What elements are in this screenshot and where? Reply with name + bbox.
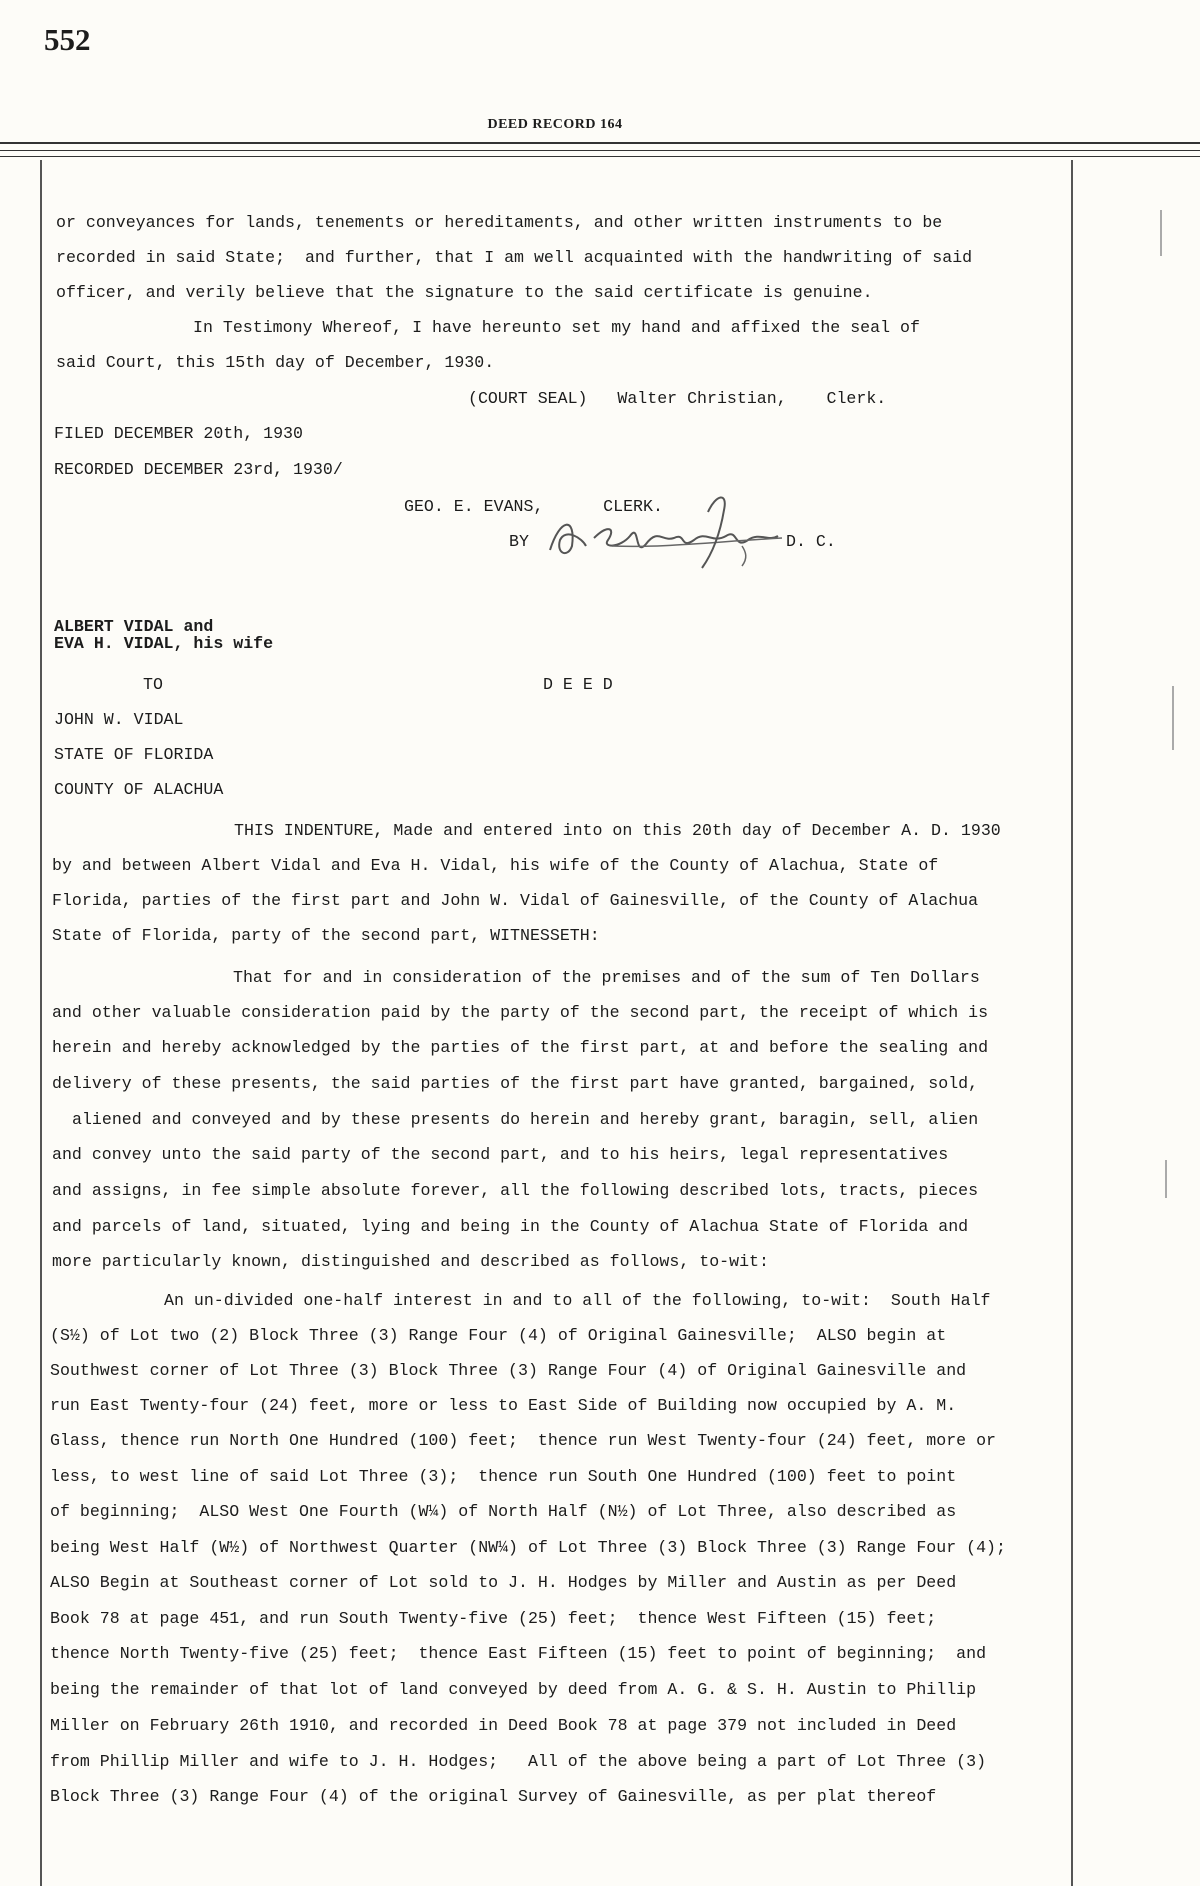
prior-record-line: recorded in said State; and further, that I am well acquainted with the handwriting of said [56, 248, 973, 267]
deed-body-line: That for and in consideration of the premises and of the sum of Ten Dollars [233, 968, 980, 987]
recorded-date: RECORDED DECEMBER 23rd, 1930/ [54, 460, 343, 479]
deed-body-line: aliened and conveyed and by these presents do herein and hereby grant, baragin, sell, alien [72, 1110, 979, 1129]
grantee-name: JOHN W. VIDAL [54, 710, 184, 729]
deed-body-line: herein and hereby acknowledged by the parties of the first part, at and before the sealing and [52, 1038, 989, 1057]
deed-body-line: Book 78 at page 451, and run South Twenty-five (25) feet; thence West Fifteen (15) feet; [50, 1609, 937, 1628]
deed-body-line: delivery of these presents, the said parties of the first part have granted, bargained, sold, [52, 1074, 979, 1093]
venue-county: COUNTY OF ALACHUA [54, 780, 224, 799]
deed-body-line: and convey unto the said party of the second part, and to his heirs, legal representatives [52, 1145, 949, 1164]
header-rule-middle [0, 150, 1200, 151]
deed-body-line: less, to west line of said Lot Three (3); thence run South One Hundred (100) feet to point [50, 1467, 957, 1486]
deed-body-line: Southwest corner of Lot Three (3) Block Three (3) Range Four (4) of Original Gainesville and [50, 1361, 967, 1380]
deed-body-line: being the remainder of that lot of land conveyed by deed from A. G. & S. H. Austin to Phillip [50, 1680, 977, 1699]
deed-body-line: ALSO Begin at Southeast corner of Lot sold to J. H. Hodges by Miller and Austin as per Deed [50, 1573, 957, 1592]
running-head: DEED RECORD 164 [487, 117, 623, 132]
deed-body-line: being West Half (W½) of Northwest Quarter (NW¼) of Lot Three (3) Block Three (3) Range Four (4); [50, 1538, 1006, 1557]
prior-record-line: In Testimony Whereof, I have hereunto set my hand and affixed the seal of [193, 318, 920, 337]
clerk-signature [542, 488, 800, 570]
header-rule-top [0, 142, 1200, 144]
by-label: BY [509, 532, 529, 551]
deed-body-line: more particularly known, distinguished and described as follows, to-wit: [52, 1252, 769, 1271]
filed-date: FILED DECEMBER 20th, 1930 [54, 424, 303, 443]
deed-body-line: Block Three (3) Range Four (4) of the original Survey of Gainesville, as per plat thereof [50, 1787, 937, 1806]
deed-body-line: from Phillip Miller and wife to J. H. Hodges; All of the above being a part of Lot Three (3) [50, 1752, 987, 1771]
to-label: TO [143, 675, 163, 694]
prior-record-line: said Court, this 15th day of December, 1930. [56, 353, 495, 372]
dc-label: D. C. [786, 532, 836, 551]
deed-body-line: THIS INDENTURE, Made and entered into on this 20th day of December A. D. 1930 [234, 821, 1001, 840]
margin-tick [1172, 686, 1174, 750]
deed-body-line: run East Twenty-four (24) feet, more or less to East Side of Building now occupied by A. M. [50, 1396, 957, 1415]
deed-body-line: of beginning; ALSO West One Fourth (W¼) of North Half (N½) of Lot Three, also described as [50, 1502, 957, 1521]
deed-title: D E E D [543, 675, 613, 694]
grantor-line: ALBERT VIDAL and [54, 617, 214, 636]
clerk-line: GEO. E. EVANS, CLERK. [404, 497, 663, 516]
deed-body-line: thence North Twenty-five (25) feet; thence East Fifteen (15) feet to point of beginning; and [50, 1644, 987, 1663]
deed-body-line: and assigns, in fee simple absolute forever, all the following described lots, tracts, pieces [52, 1181, 979, 1200]
deed-body-line: by and between Albert Vidal and Eva H. Vidal, his wife of the County of Alachua, State of [52, 856, 939, 875]
deed-body-line: and other valuable consideration paid by the party of the second part, the receipt of which is [52, 1003, 989, 1022]
deed-body-line: Miller on February 26th 1910, and recorded in Deed Book 78 at page 379 not included in Deed [50, 1716, 957, 1735]
deed-body-line: (S½) of Lot two (2) Block Three (3) Range Four (4) of Original Gainesville; ALSO begin at [50, 1326, 947, 1345]
deed-body-line: Glass, thence run North One Hundred (100) feet; thence run West Twenty-four (24) feet, more or [50, 1431, 996, 1450]
margin-tick [1160, 210, 1162, 256]
margin-tick [1165, 1160, 1167, 1198]
venue-state: STATE OF FLORIDA [54, 745, 214, 764]
prior-record-line: or conveyances for lands, tenements or hereditaments, and other written instruments to be [56, 213, 943, 232]
deed-body-line: An un-divided one-half interest in and to all of the following, to-wit: South Half [164, 1291, 991, 1310]
header-rule-bottom [0, 156, 1200, 157]
grantor-line: EVA H. VIDAL, his wife [54, 634, 274, 653]
left-margin-rule [40, 160, 42, 1886]
court-seal-line: (COURT SEAL) Walter Christian, Clerk. [468, 389, 887, 408]
deed-body-line: Florida, parties of the first part and John W. Vidal of Gainesville, of the County of Alachua [52, 891, 979, 910]
prior-record-line: officer, and verily believe that the signature to the said certificate is genuine. [56, 283, 873, 302]
deed-body-line: State of Florida, party of the second part, WITNESSETH: [52, 926, 600, 945]
page-number: 552 [44, 22, 91, 57]
deed-body-line: and parcels of land, situated, lying and being in the County of Alachua State of Florida and [52, 1217, 969, 1236]
right-margin-rule [1071, 160, 1073, 1886]
